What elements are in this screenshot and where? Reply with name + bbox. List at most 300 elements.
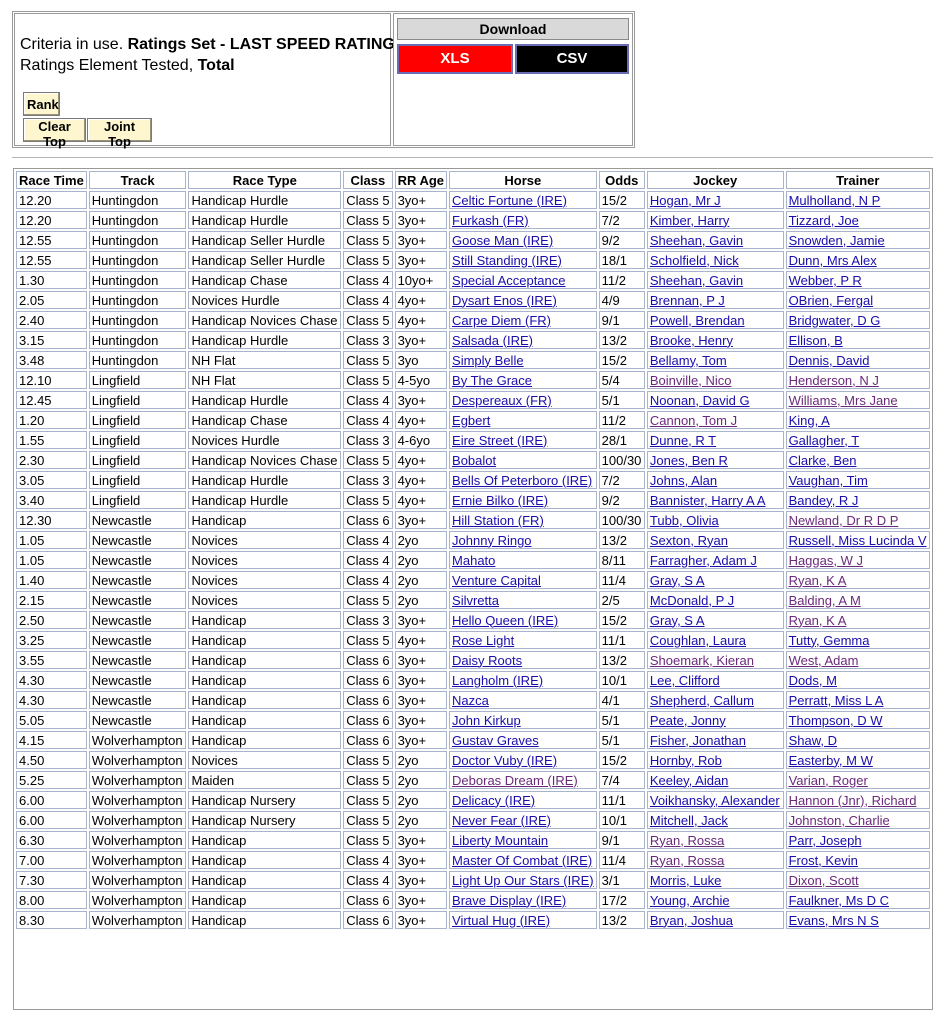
cell-race-type: Handicap Seller Hurdle [188, 251, 341, 269]
cell-jockey [647, 551, 784, 569]
jockey-link[interactable]: Sheehan, Gavin [649, 272, 744, 288]
cell-jockey [647, 451, 784, 469]
cell-class: Class 5 [343, 451, 392, 469]
table-row [16, 291, 930, 309]
cell-horse [449, 351, 597, 369]
horse-link[interactable]: Egbert [452, 412, 491, 428]
horse-link[interactable]: Brave Display (IRE) [452, 892, 567, 908]
cell-horse [449, 751, 597, 769]
cell-race-type: Handicap [188, 511, 341, 529]
horse-link[interactable]: Mahato [452, 552, 496, 568]
cell-horse [449, 831, 597, 849]
horse-link[interactable]: Bells Of Peterboro (IRE) [452, 472, 593, 488]
cell-jockey [647, 631, 784, 649]
trainer-link[interactable]: Haggas, W J [788, 552, 863, 568]
horse-link[interactable]: Celtic Fortune (IRE) [452, 192, 567, 208]
jockey-link[interactable]: Coughlan, Laura [649, 632, 747, 648]
cell-rr-age: 3yo+ [395, 911, 447, 929]
trainer-link[interactable]: Ryan, K A [788, 612, 847, 628]
table-row [16, 251, 930, 269]
cell-class: Class 5 [343, 191, 392, 209]
horse-link[interactable]: Furkash (FR) [452, 212, 529, 228]
cell-race-time: 1.05 [16, 551, 87, 569]
jockey-link[interactable]: Brennan, P J [649, 292, 725, 308]
cell-odds: 18/1 [599, 251, 645, 269]
cell-odds: 13/2 [599, 911, 645, 929]
cell-class: Class 6 [343, 671, 392, 689]
table-row [16, 671, 930, 689]
cell-rr-age: 3yo+ [395, 851, 447, 869]
trainer-link[interactable]: Evans, Mrs N S [788, 912, 879, 928]
horse-link[interactable]: Doctor Vuby (IRE) [452, 752, 558, 768]
horse-link[interactable]: By The Grace [452, 372, 532, 388]
cell-jockey [647, 591, 784, 609]
cell-track: Huntingdon [89, 291, 187, 309]
cell-rr-age: 3yo+ [395, 731, 447, 749]
cell-race-time: 1.40 [16, 571, 87, 589]
cell-jockey [647, 571, 784, 589]
cell-horse [449, 711, 597, 729]
cell-odds: 100/30 [599, 451, 645, 469]
cell-odds: 15/2 [599, 191, 645, 209]
cell-race-time: 6.00 [16, 791, 87, 809]
jockey-link[interactable]: Bryan, Joshua [649, 912, 733, 928]
cell-trainer [786, 411, 930, 429]
download-panel [393, 13, 633, 146]
cell-trainer [786, 191, 930, 209]
jockey-link[interactable]: Kimber, Harry [649, 212, 730, 228]
cell-race-time: 12.20 [16, 191, 87, 209]
cell-track: Lingfield [89, 411, 187, 429]
cell-track: Wolverhampton [89, 831, 187, 849]
horse-link[interactable]: Gustav Graves [452, 732, 539, 748]
header-class[interactable]: Class [343, 171, 392, 189]
cell-odds: 8/11 [599, 551, 645, 569]
cell-class: Class 3 [343, 611, 392, 629]
cell-horse [449, 911, 597, 929]
cell-race-time: 3.40 [16, 491, 87, 509]
jockey-link[interactable]: Johns, Alan [649, 472, 718, 488]
jockey-link[interactable]: Lee, Clifford [649, 672, 720, 688]
jockey-link[interactable]: Noonan, David G [649, 392, 750, 408]
cell-class: Class 4 [343, 851, 392, 869]
jockey-link[interactable]: Boinville, Nico [649, 372, 732, 388]
cell-odds: 10/1 [599, 671, 645, 689]
jockey-link[interactable]: Fisher, Jonathan [649, 732, 746, 748]
jockey-link[interactable]: Gray, S A [649, 612, 705, 628]
cell-race-type: Handicap Novices Chase [188, 311, 341, 329]
trainer-link[interactable]: Dennis, David [788, 352, 870, 368]
trainer-link[interactable]: Frost, Kevin [788, 852, 858, 868]
trainer-link[interactable]: Dixon, Scott [788, 872, 859, 888]
cell-odds: 11/4 [599, 851, 645, 869]
cell-rr-age: 2yo [395, 551, 447, 569]
cell-race-time: 3.48 [16, 351, 87, 369]
cell-rr-age: 3yo [395, 351, 447, 369]
trainer-link[interactable]: Snowden, Jamie [788, 232, 885, 248]
jockey-link[interactable]: Gray, S A [649, 572, 705, 588]
cell-jockey [647, 691, 784, 709]
horse-link[interactable]: Master Of Combat (IRE) [452, 852, 593, 868]
cell-race-type: Handicap Chase [188, 411, 341, 429]
cell-jockey [647, 831, 784, 849]
jockey-link[interactable]: Hogan, Mr J [649, 192, 721, 208]
horse-link[interactable]: Johnny Ringo [452, 532, 532, 548]
cell-class: Class 4 [343, 531, 392, 549]
horse-link[interactable]: Rose Light [452, 632, 515, 648]
cell-trainer [786, 651, 930, 669]
cell-jockey [647, 311, 784, 329]
cell-race-time: 1.20 [16, 411, 87, 429]
trainer-link[interactable]: Bandey, R J [788, 492, 859, 508]
jockey-link[interactable]: Sheehan, Gavin [649, 232, 744, 248]
horse-link[interactable]: Light Up Our Stars (IRE) [452, 872, 594, 888]
rank-button[interactable]: Rank [23, 92, 60, 116]
horse-link[interactable]: Liberty Mountain [452, 832, 549, 848]
results-table-container [13, 168, 933, 1010]
cell-rr-age: 4-5yo [395, 371, 447, 389]
cell-horse [449, 191, 597, 209]
cell-horse [449, 371, 597, 389]
cell-track: Huntingdon [89, 211, 187, 229]
table-row [16, 651, 930, 669]
cell-rr-age: 4yo+ [395, 291, 447, 309]
jockey-link[interactable]: Bellamy, Tom [649, 352, 727, 368]
cell-race-type: Handicap Seller Hurdle [188, 231, 341, 249]
trainer-link[interactable]: Bridgwater, D G [788, 312, 881, 328]
horse-link[interactable]: Dysart Enos (IRE) [452, 292, 557, 308]
table-row [16, 711, 930, 729]
cell-race-time: 1.30 [16, 271, 87, 289]
horse-link[interactable]: Virtual Hug (IRE) [452, 912, 551, 928]
cell-class: Class 3 [343, 431, 392, 449]
cell-class: Class 5 [343, 811, 392, 829]
cell-jockey [647, 851, 784, 869]
trainer-link[interactable]: Mulholland, N P [788, 192, 881, 208]
trainer-link[interactable]: Williams, Mrs Jane [788, 392, 898, 408]
cell-race-type: Handicap [188, 611, 341, 629]
cell-track: Huntingdon [89, 191, 187, 209]
cell-class: Class 5 [343, 211, 392, 229]
cell-trainer [786, 251, 930, 269]
cell-rr-age: 2yo [395, 771, 447, 789]
cell-odds: 9/1 [599, 831, 645, 849]
trainer-link[interactable]: Clarke, Ben [788, 452, 857, 468]
cell-horse [449, 731, 597, 749]
cell-class: Class 4 [343, 391, 392, 409]
cell-horse [449, 251, 597, 269]
cell-trainer [786, 491, 930, 509]
download-title: Download [397, 18, 629, 40]
horse-link[interactable]: Deboras Dream (IRE) [452, 772, 578, 788]
jockey-link[interactable]: Peate, Jonny [649, 712, 726, 728]
jockey-link[interactable]: Bannister, Harry A A [649, 492, 766, 508]
clear-top-button[interactable]: Clear Top [23, 118, 86, 142]
horse-link[interactable]: Bobalot [452, 452, 497, 468]
cell-trainer [786, 911, 930, 929]
trainer-link[interactable]: Easterby, M W [788, 752, 873, 768]
cell-horse [449, 291, 597, 309]
horse-link[interactable]: Never Fear (IRE) [452, 812, 551, 828]
cell-rr-age: 3yo+ [395, 651, 447, 669]
jockey-link[interactable]: Cannon, Tom J [649, 412, 738, 428]
trainer-link[interactable]: Russell, Miss Lucinda V [788, 532, 927, 548]
horse-link[interactable]: Eire Street (IRE) [452, 432, 548, 448]
cell-horse [449, 611, 597, 629]
cell-race-type: Handicap [188, 831, 341, 849]
jockey-link[interactable]: Hornby, Rob [649, 752, 722, 768]
cell-trainer [786, 811, 930, 829]
horse-link[interactable]: Silvretta [452, 592, 499, 608]
cell-trainer [786, 731, 930, 749]
cell-odds: 7/2 [599, 471, 645, 489]
cell-jockey [647, 891, 784, 909]
cell-class: Class 4 [343, 291, 392, 309]
cell-class: Class 5 [343, 371, 392, 389]
trainer-link[interactable]: Parr, Joseph [788, 832, 862, 848]
trainer-link[interactable]: Ellison, B [788, 332, 843, 348]
cell-trainer [786, 871, 930, 889]
table-row [16, 451, 930, 469]
cell-race-time: 8.30 [16, 911, 87, 929]
cell-trainer [786, 471, 930, 489]
cell-jockey [647, 791, 784, 809]
trainer-link[interactable]: King, A [788, 412, 830, 428]
trainer-link[interactable]: Balding, A M [788, 592, 861, 608]
cell-horse [449, 331, 597, 349]
cell-class: Class 3 [343, 331, 392, 349]
cell-horse [449, 771, 597, 789]
header-track[interactable]: Track [89, 171, 187, 189]
cell-rr-age: 3yo+ [395, 671, 447, 689]
cell-odds: 4/9 [599, 291, 645, 309]
cell-race-type: Handicap [188, 711, 341, 729]
cell-race-type: Handicap Hurdle [188, 331, 341, 349]
jockey-link[interactable]: Shepherd, Callum [649, 692, 754, 708]
cell-rr-age: 3yo+ [395, 331, 447, 349]
table-row [16, 611, 930, 629]
cell-trainer [786, 831, 930, 849]
header-odds[interactable]: Odds [599, 171, 645, 189]
cell-trainer [786, 611, 930, 629]
trainer-link[interactable]: Tutty, Gemma [788, 632, 870, 648]
table-row [16, 311, 930, 329]
cell-race-time: 2.30 [16, 451, 87, 469]
cell-race-time: 4.15 [16, 731, 87, 749]
cell-race-time: 12.55 [16, 251, 87, 269]
joint-top-button[interactable]: Joint Top [87, 118, 152, 142]
jockey-link[interactable]: Farragher, Adam J [649, 552, 757, 568]
jockey-link[interactable]: Voikhansky, Alexander [649, 792, 780, 808]
cell-odds: 28/1 [599, 431, 645, 449]
cell-trainer [786, 711, 930, 729]
cell-odds: 9/2 [599, 231, 645, 249]
cell-trainer [786, 271, 930, 289]
jockey-link[interactable]: Dunne, R T [649, 432, 717, 448]
cell-odds: 3/1 [599, 871, 645, 889]
cell-rr-age: 3yo+ [395, 251, 447, 269]
jockey-link[interactable]: McDonald, P J [649, 592, 735, 608]
horse-link[interactable]: Simply Belle [452, 352, 524, 368]
horse-link[interactable]: John Kirkup [452, 712, 521, 728]
cell-horse [449, 851, 597, 869]
cell-horse [449, 631, 597, 649]
cell-horse [449, 891, 597, 909]
cell-race-type: Handicap Hurdle [188, 471, 341, 489]
table-row [16, 271, 930, 289]
trainer-link[interactable]: Webber, P R [788, 272, 862, 288]
cell-race-type: Handicap [188, 731, 341, 749]
cell-horse [449, 391, 597, 409]
jockey-link[interactable]: Tubb, Olivia [649, 512, 719, 528]
cell-race-type: Novices [188, 551, 341, 569]
jockey-link[interactable]: Keeley, Aidan [649, 772, 729, 788]
cell-rr-age: 3yo+ [395, 831, 447, 849]
jockey-link[interactable]: Ryan, Rossa [649, 832, 725, 848]
cell-jockey [647, 671, 784, 689]
jockey-link[interactable]: Powell, Brendan [649, 312, 745, 328]
jockey-link[interactable]: Jones, Ben R [649, 452, 728, 468]
trainer-link[interactable]: Perratt, Miss L A [788, 692, 884, 708]
table-row [16, 351, 930, 369]
cell-race-time: 2.05 [16, 291, 87, 309]
criteria-ratings-set: Ratings Set - LAST SPEED RATING [127, 36, 395, 53]
table-row [16, 691, 930, 709]
cell-track: Huntingdon [89, 251, 187, 269]
cell-odds: 5/1 [599, 391, 645, 409]
horse-link[interactable]: Ernie Bilko (IRE) [452, 492, 549, 508]
cell-class: Class 6 [343, 891, 392, 909]
horse-link[interactable]: Langholm (IRE) [452, 672, 544, 688]
horse-link[interactable]: Venture Capital [452, 572, 541, 588]
jockey-link[interactable]: Young, Archie [649, 892, 730, 908]
horse-link[interactable]: Hill Station (FR) [452, 512, 544, 528]
cell-rr-age: 4yo+ [395, 491, 447, 509]
trainer-link[interactable]: Dunn, Mrs Alex [788, 252, 877, 268]
cell-race-type: Handicap Hurdle [188, 391, 341, 409]
horse-link[interactable]: Special Acceptance [452, 272, 566, 288]
cell-race-type: Handicap [188, 851, 341, 869]
cell-race-type: Handicap Nursery [188, 791, 341, 809]
cell-trainer [786, 591, 930, 609]
horse-link[interactable]: Carpe Diem (FR) [452, 312, 551, 328]
cell-class: Class 5 [343, 231, 392, 249]
trainer-link[interactable]: Ryan, K A [788, 572, 847, 588]
cell-race-type: Novices [188, 751, 341, 769]
jockey-link[interactable]: Ryan, Rossa [649, 852, 725, 868]
horse-link[interactable]: Daisy Roots [452, 652, 523, 668]
cell-jockey [647, 911, 784, 929]
header-race-type[interactable]: Race Type [188, 171, 341, 189]
download-csv-button[interactable]: CSV [515, 44, 629, 74]
trainer-link[interactable]: OBrien, Fergal [788, 292, 874, 308]
cell-horse [449, 311, 597, 329]
horse-link[interactable]: Still Standing (IRE) [452, 252, 562, 268]
jockey-link[interactable]: Mitchell, Jack [649, 812, 728, 828]
jockey-link[interactable]: Shoemark, Kieran [649, 652, 754, 668]
trainer-link[interactable]: Faulkner, Ms D C [788, 892, 889, 908]
cell-jockey [647, 711, 784, 729]
cell-odds: 13/2 [599, 331, 645, 349]
trainer-link[interactable]: West, Adam [788, 652, 859, 668]
jockey-link[interactable]: Morris, Luke [649, 872, 722, 888]
horse-link[interactable]: Despereaux (FR) [452, 392, 552, 408]
cell-race-time: 12.30 [16, 511, 87, 529]
cell-rr-age: 2yo [395, 571, 447, 589]
jockey-link[interactable]: Sexton, Ryan [649, 532, 728, 548]
cell-track: Wolverhampton [89, 811, 187, 829]
cell-class: Class 6 [343, 651, 392, 669]
trainer-link[interactable]: Dods, M [788, 672, 837, 688]
trainer-link[interactable]: Hannon (Jnr), Richard [788, 792, 917, 808]
cell-trainer [786, 311, 930, 329]
table-row [16, 411, 930, 429]
cell-rr-age: 2yo [395, 811, 447, 829]
cell-race-type: Maiden [188, 771, 341, 789]
cell-trainer [786, 851, 930, 869]
trainer-link[interactable]: Tizzard, Joe [788, 212, 859, 228]
cell-race-time: 2.50 [16, 611, 87, 629]
table-row [16, 831, 930, 849]
trainer-link[interactable]: Newland, Dr R D P [788, 512, 899, 528]
trainer-link[interactable]: Varian, Roger [788, 772, 868, 788]
cell-class: Class 5 [343, 791, 392, 809]
cell-trainer [786, 551, 930, 569]
cell-odds: 17/2 [599, 891, 645, 909]
cell-track: Huntingdon [89, 331, 187, 349]
cell-odds: 15/2 [599, 351, 645, 369]
cell-class: Class 4 [343, 551, 392, 569]
header-jockey[interactable]: Jockey [647, 171, 784, 189]
cell-race-type: Novices [188, 531, 341, 549]
horse-link[interactable]: Goose Man (IRE) [452, 232, 554, 248]
cell-race-time: 7.30 [16, 871, 87, 889]
horse-link[interactable]: Delicacy (IRE) [452, 792, 536, 808]
cell-trainer [786, 371, 930, 389]
cell-class: Class 4 [343, 271, 392, 289]
cell-track: Wolverhampton [89, 891, 187, 909]
trainer-link[interactable]: Henderson, N J [788, 372, 879, 388]
trainer-link[interactable]: Vaughan, Tim [788, 472, 868, 488]
header-rr-age[interactable]: RR Age [395, 171, 447, 189]
trainer-link[interactable]: Shaw, D [788, 732, 837, 748]
trainer-link[interactable]: Gallagher, T [788, 432, 860, 448]
horse-link[interactable]: Hello Queen (IRE) [452, 612, 559, 628]
trainer-link[interactable]: Thompson, D W [788, 712, 883, 728]
header-race-time[interactable]: Race Time [16, 171, 87, 189]
cell-horse [449, 511, 597, 529]
cell-horse [449, 271, 597, 289]
horse-link[interactable]: Nazca [452, 692, 489, 708]
table-row [16, 431, 930, 449]
download-xls-button[interactable]: XLS [397, 44, 513, 74]
cell-track: Wolverhampton [89, 911, 187, 929]
cell-class: Class 4 [343, 871, 392, 889]
jockey-link[interactable]: Scholfield, Nick [649, 252, 739, 268]
cell-jockey [647, 271, 784, 289]
table-row [16, 471, 930, 489]
header-trainer[interactable]: Trainer [786, 171, 930, 189]
cell-track: Wolverhampton [89, 751, 187, 769]
trainer-link[interactable]: Johnston, Charlie [788, 812, 890, 828]
jockey-link[interactable]: Brooke, Henry [649, 332, 733, 348]
cell-odds: 4/1 [599, 691, 645, 709]
cell-track: Lingfield [89, 451, 187, 469]
horse-link[interactable]: Salsada (IRE) [452, 332, 533, 348]
header-horse[interactable]: Horse [449, 171, 597, 189]
cell-trainer [786, 211, 930, 229]
table-row [16, 231, 930, 249]
